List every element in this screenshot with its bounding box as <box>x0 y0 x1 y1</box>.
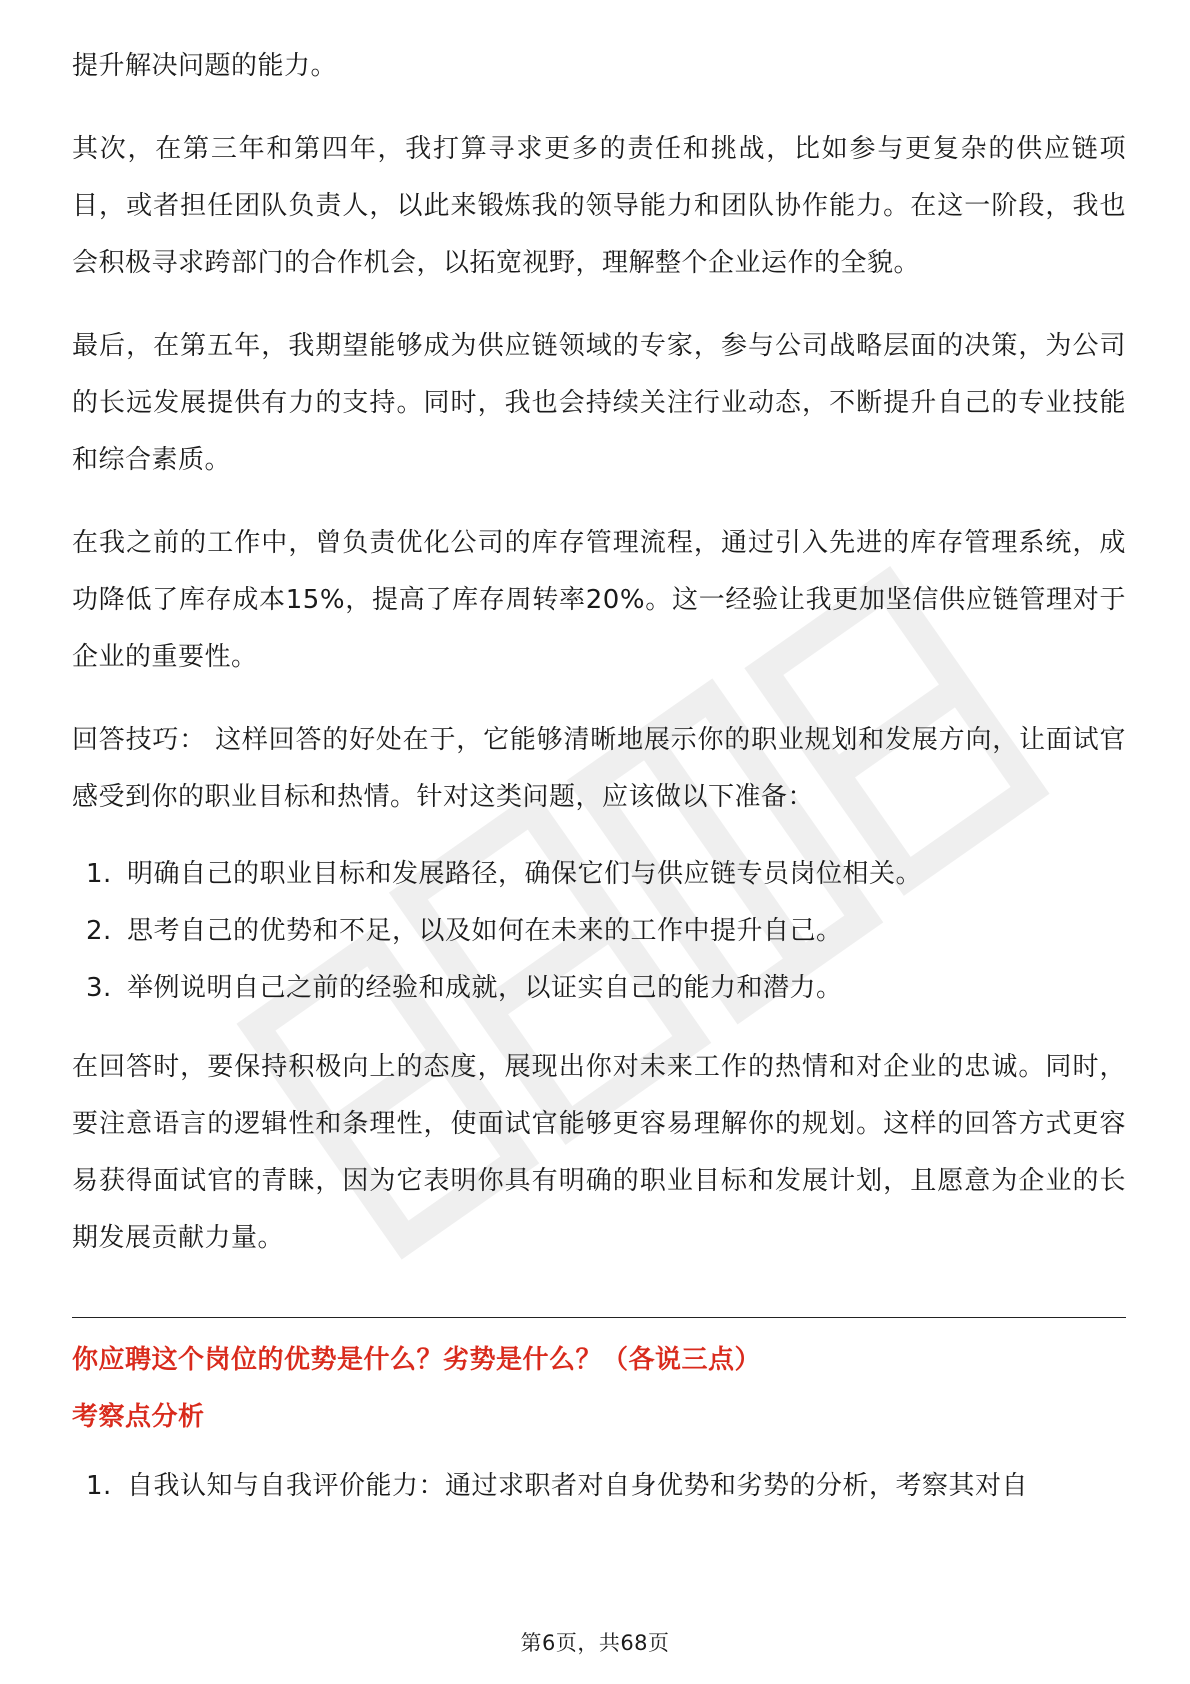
analysis-list <box>72 1458 1126 1515</box>
list-item-text: 明确自己的职业目标和发展路径，确保它们与供应链专员岗位相关。 <box>127 859 923 889</box>
list-item-text: 举例说明自己之前的经验和成就，以证实自己的能力和潜力。 <box>127 973 843 1003</box>
paragraph-skill-improvement: 提升解决问题的能力。 <box>72 51 338 81</box>
tips-list <box>72 846 1126 1017</box>
list-item <box>72 1458 1126 1515</box>
question-subtitle: 考察点分析 <box>72 1402 205 1432</box>
question-title: 你应聘这个岗位的优势是什么？劣势是什么？（各说三点） <box>72 1345 762 1375</box>
list-number: 1. <box>86 1471 112 1501</box>
list-number: 1. <box>86 859 112 889</box>
paragraph-previous-work: 在我之前的工作中，曾负责优化公司的库存管理流程，通过引入先进的库存管理系统，成功降低了库存成本15%，提高了库存周转率20%。这一经验让我更加坚信供应链管理对于企业的重要性。 <box>72 528 1126 672</box>
section-divider <box>72 1317 1126 1318</box>
paragraph-answer-tips: 回答技巧： 这样回答的好处在于，它能够清晰地展示你的职业规划和发展方向，让面试官感受到你的职业目标和热情。针对这类问题，应该做以下准备： <box>72 725 1126 812</box>
list-item <box>72 960 1126 1017</box>
page-footer: 第6页，共68页 <box>520 1631 670 1655</box>
document-body <box>72 38 1126 1515</box>
list-item-text: 思考自己的优势和不足，以及如何在未来的工作中提升自己。 <box>127 916 843 946</box>
paragraph-year-five: 最后，在第五年，我期望能够成为供应链领域的专家，参与公司战略层面的决策，为公司的长远发展提供有力的支持。同时，我也会持续关注行业动态，不断提升自己的专业技能和综合素质。 <box>72 331 1126 475</box>
list-number: 2. <box>86 916 112 946</box>
paragraph-years-three-four: 其次，在第三年和第四年，我打算寻求更多的责任和挑战，比如参与更复杂的供应链项目，或者担任团队负责人，以此来锻炼我的领导能力和团队协作能力。在这一阶段，我也会积极寻求跨部门的合作机会，以拓宽视野，理解整个企业运作的全貌。 <box>72 134 1126 278</box>
list-item <box>72 846 1126 903</box>
list-item <box>72 903 1126 960</box>
list-item-text: 自我认知与自我评价能力：通过求职者对自身优势和劣势的分析，考察其对自 <box>127 1471 1029 1501</box>
list-number: 3. <box>86 973 112 1003</box>
paragraph-answer-attitude: 在回答时，要保持积极向上的态度，展现出你对未来工作的热情和对企业的忠诚。同时，要注意语言的逻辑性和条理性，使面试官能够更容易理解你的规划。这样的回答方式更容易获得面试官的青睐，因为它表明你具有明确的职业目标和发展计划，且愿意为企业的长期发展贡献力量。 <box>72 1052 1126 1253</box>
